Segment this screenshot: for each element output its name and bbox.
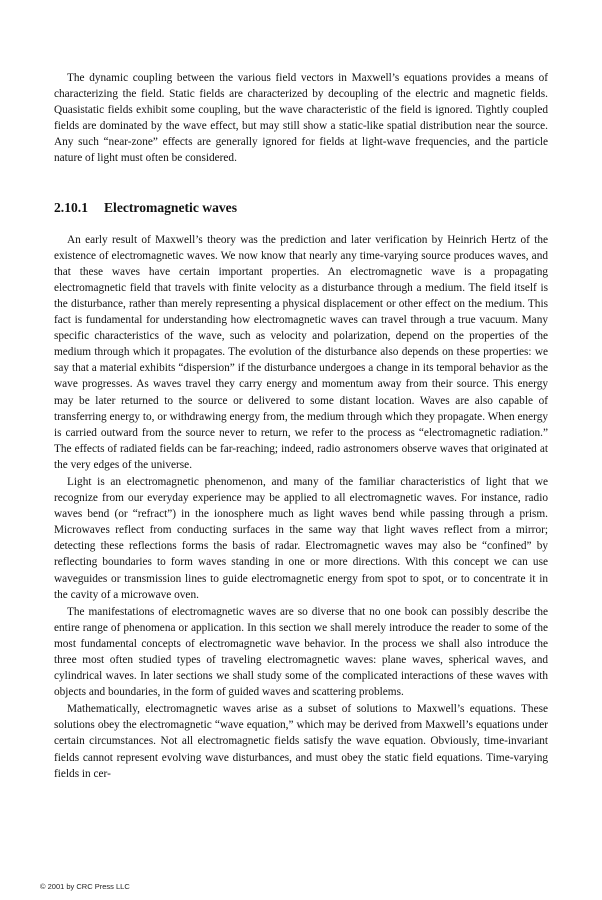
section-number: 2.10.1 [54,199,88,215]
section-title: Electromagnetic waves [103,199,237,215]
section-paragraph-1: An early result of Maxwell’s theory was the prediction and later verification by Heinrich Hertz of the existence of electromagnetic waves. We now know that nearly any time-varying source produces waves, and that these waves have certain important properties. An electromagnetic wave is a propagating electromagnetic field that travels with finite velocity as a disturbance through a medium. The field itself is the disturbance, rather than merely representing a physical displacement or other effect on the medium. This fact is fundamental for understanding how electromagnetic waves can travel through a true vacuum. Many specific characteristics of the wave, such as velocity and polarization, depend on the properties of the medium through which it propagates. The evolution of the disturbance also depends on these properties: we say that a material exhibits “dispersion” if the disturbance undergoes a change in its temporal behavior as the wave progresses. As waves travel they carry energy and momentum away from their source. This energy may be later returned to the source or delivered to some distant location. Waves are also capable of transferring energy to, or withdrawing energy from, the medium through which they propagate. When energy is carried outward from the source never to return, we refer to the process as “electromagnetic radiation.” The effects of radiated fields can be far-reaching; indeed, radio astronomers observe waves that originated at the very edges of the universe. [54,233,548,471]
section-paragraph-4: Mathematically, electromagnetic waves arise as a subset of solutions to Maxwell’s equations. These solutions obey the electromagnetic “wave equation,” which may be derived from Maxwell’s equations under certain circumstances. Not all electromagnetic fields satisfy the wave equation. Obviously, time-invariant fields cannot represent evolving wave disturbances, and must obey the static field equations. Time-varying fields in cer- [54,703,548,780]
section-paragraph-3: The manifestations of electromagnetic waves are so diverse that no one book can possibly describe the entire range of phenomena or application. In this section we shall merely introduce the reader to some of the most fundamental concepts of electromagnetic wave behavior. In the process we shall also introduce the three most often studied types of traveling electromagnetic waves: plane waves, spherical waves, and cylindrical waves. In later sections we shall study some of the complicated interactions of these waves with objects and boundaries, in the form of guided waves and scattering problems. [54,605,548,699]
copyright-footer: © 2001 by CRC Press LLC [40,882,130,891]
intro-paragraph: The dynamic coupling between the various field vectors in Maxwell’s equations provides a means of characterizing the field. Static fields are characterized by decoupling of the electric and magnetic fields. Quasistatic fields exhibit some coupling, but the wave characteristic of the field is ignored. Tightly coupled fields are dominated by the wave effect, but may still show a static-like spatial distribution near the source. Any such “near-zone” effects are generally ignored for fields at light-wave frequencies, and the particle nature of light must often be considered. [54,72,548,165]
section-body [54,232,548,782]
page-body [54,70,548,783]
section-paragraph-2: Light is an electromagnetic phenomenon, and many of the familiar characteristics of light that we recognize from our everyday experience may be applied to all electromagnetic waves. For instance, radio waves bend (or “refract”) in the ionosphere much as light waves bend while passing through a prism. Microwaves reflect from conducting surfaces in the same way that light waves reflect from a mirror; detecting these reflections forms the basis of radar. Electromagnetic waves may also be “confined” by reflecting boundaries to form waves standing in one or more directions. With this concept we can use waveguides or transmission lines to guide electromagnetic energy from spot to spot, or to concentrate it in the cavity of a microwave oven. [54,475,548,601]
section-heading [54,199,548,217]
